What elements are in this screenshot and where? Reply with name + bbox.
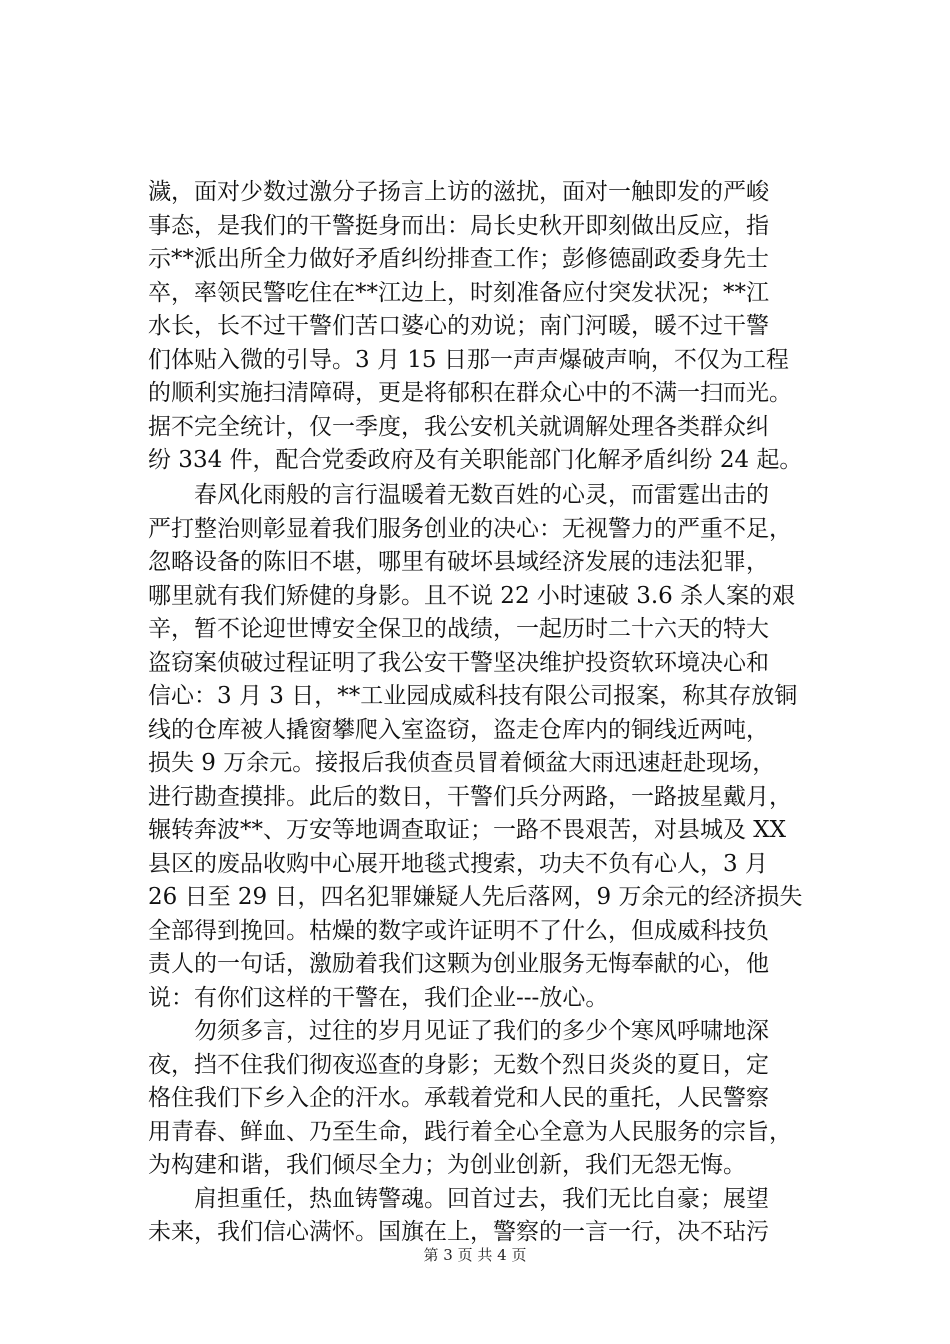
text-line: 用青春、鲜血、乃至生命，践行着全心全意为人民服务的宗旨， <box>148 1118 792 1145</box>
text-line: 春风化雨般的言行温暖着无数百姓的心灵，而雷霆出击的 <box>148 482 769 508</box>
text-line: 县区的废品收购中心展开地毯式搜索，功夫不负有心人，3 月 <box>148 850 768 877</box>
text-line: 示**派出所全力做好矛盾纠纷排查工作；彭修德副政委身先士 <box>148 246 769 272</box>
text-line: 信心：3 月 3 日，**工业园成威科技有限公司报案，称其存放铜 <box>148 683 798 709</box>
text-line: 辛，暂不论迎世博安全保卫的战绩，一起历时二十六天的特大 <box>148 616 769 642</box>
text-line: 说：有你们这样的干警在，我们企业---放心。 <box>148 984 609 1011</box>
text-line: 进行勘查摸排。此后的数日，干警们兵分两路，一路披星戴月， <box>148 783 792 810</box>
text-line: 为构建和谐，我们倾尽全力；为创业创新，我们无怨无悔。 <box>148 1152 746 1178</box>
text-line: 卒，率领民警吃住在**江边上，时刻准备应付突发状况；**江 <box>148 279 769 306</box>
text-line: 勿须多言，过往的岁月见证了我们的多少个寒风呼啸地深 <box>148 1018 769 1044</box>
text-line: 全部得到挽回。枯燥的数字或许证明不了什么，但成威科技负 <box>148 917 769 944</box>
paragraph-2 <box>148 479 828 1250</box>
text-line: 辗转奔波**、万安等地调查取证；一路不畏艰苦，对县城及 XX <box>148 817 787 843</box>
paragraph-1 <box>148 176 828 478</box>
text-line: 线的仓库被人撬窗攀爬入室盗窃，盗走仓库内的铜线近两吨， <box>148 716 769 743</box>
text-line: 濊，面对少数过激分子扬言上访的滋扰，面对一触即发的严峻 <box>148 179 769 205</box>
text-line: 未来，我们信心满怀。国旗在上，警察的一言一行，决不玷污 <box>148 1219 769 1245</box>
text-line: 盗窃案侦破过程证明了我公安干警坚决维护投资软环境决心和 <box>148 649 769 676</box>
text-line: 据不完全统计，仅一季度，我公安机关就调解处理各类群众纠 <box>148 413 769 440</box>
text-line: 26 日至 29 日，四名犯罪嫌疑人先后落网，9 万余元的经济损失 <box>148 884 803 910</box>
text-line: 们体贴入微的引导。3 月 15 日那一声声爆破声响，不仅为工程 <box>148 346 789 373</box>
text-line: 格住我们下乡入企的汗水。承载着党和人民的重托，人民警察 <box>148 1085 769 1111</box>
text-line: 严打整治则彰显着我们服务创业的决心：无视警力的严重不足， <box>148 515 792 542</box>
text-line: 夜，挡不住我们彻夜巡查的身影；无数个烈日炎炎的夏日，定 <box>148 1051 769 1078</box>
page-number-footer: 第 3 页 共 4 页 <box>423 1246 527 1264</box>
text-line: 哪里就有我们矫健的身影。且不说 22 小时速破 3.6 杀人案的艰 <box>148 582 796 609</box>
text-line: 损失 9 万余元。接报后我侦查员冒着倾盆大雨迅速赶赴现场， <box>148 750 776 776</box>
text-line: 责人的一句话，激励着我们这颗为创业服务无悔奉献的心，他 <box>148 951 769 977</box>
text-line: 水长，长不过干警们苦口婆心的劝说；南门河暖，暖不过干警 <box>148 313 769 339</box>
text-line: 肩担重任，热血铸警魂。回首过去，我们无比自豪；展望 <box>148 1185 769 1212</box>
text-line: 纷 334 件，配合党委政府及有关职能部门化解矛盾纠纷 24 起。 <box>148 447 803 473</box>
text-line: 的顺利实施扫清障碍，更是将郁积在群众心中的不满一扫而光。 <box>148 380 792 406</box>
text-line: 忽略设备的陈旧不堪，哪里有破坏县域经济发展的违法犯罪， <box>148 549 769 575</box>
text-line: 事态，是我们的干警挺身而出：局长史秋开即刻做出反应，指 <box>148 212 769 239</box>
